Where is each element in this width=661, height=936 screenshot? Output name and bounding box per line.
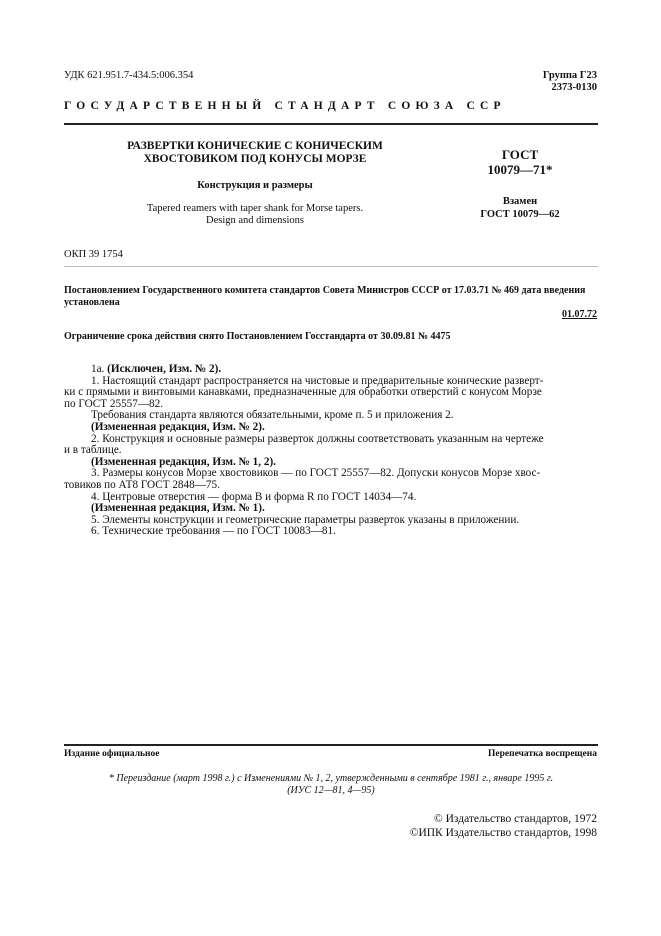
replaces-number: ГОСТ 10079—62 [480,209,560,220]
paragraph-1-cont-1: ки с прямыми и винтовыми канавками, предназначенные для обработки отверстий с конусом Морзе [64,386,542,399]
document-body [64,363,598,538]
edition-note-2: (Измененная редакция, Изм. № 1, 2). [91,455,276,468]
reprint-note-line-1: * Переиздание (март 1998 г.) с Изменениями № 1, 2, утвержденными в сентябре 1981 г., январе 1995 г. [108,773,554,784]
group-line-1: Группа Г23 [542,70,597,81]
state-standard-heading: ГОСУДАРСТВЕННЫЙ СТАНДАРТ СОЮЗА ССР [64,100,506,112]
replaces-block [455,195,585,221]
copyright-block [410,812,597,840]
document-title [100,140,410,166]
edition-note-1: (Измененная редакция, Изм. № 2). [91,420,265,433]
copyright-line-1: © Издательство стандартов, 1972 [433,813,597,825]
paragraph-1a [91,364,598,376]
okp-divider [64,266,598,267]
gost-label: ГОСТ [501,147,539,162]
edition-note-3: (Измененная редакция, Изм. № 1). [91,502,265,515]
paragraph-4: 4. Центровые отверстия — форма В и форма R по ГОСТ 14034—74. [91,490,417,503]
decree-text: Постановлением Государственного комитета стандартов Совета Министров СССР от 17.03.71 № 469 дата введения установлена [64,285,586,308]
paragraph-6: 6. Технические требования — по ГОСТ 10083—81. [91,525,336,538]
paragraph-3-cont: товиков по АТ8 ГОСТ 2848—75. [64,478,220,491]
paragraph-1-first: 1. Настоящий стандарт распространяется на чистовые и предварительные конические разверт- [91,374,544,387]
gost-number: 10079—71* [487,162,553,177]
title-line-1: РАЗВЕРТКИ КОНИЧЕСКИЕ С КОНИЧЕСКИМ [127,140,383,152]
gost-number-block [455,147,585,177]
group-code [543,70,597,94]
document-subtitle: Конструкция и размеры [197,180,313,191]
paragraph-2-cont: и в таблице. [64,444,122,457]
udk-code: УДК 621.951.7-434.5:006.354 [64,70,194,81]
paragraph-2-first: 2. Конструкция и основные размеры разверток должны соответствовать указанным на чертеже [91,432,544,445]
group-line-2: 2373-0130 [551,82,597,93]
replaces-label: Взамен [502,196,538,207]
okp-code: ОКП 39 1754 [64,249,123,260]
footer-divider [64,744,598,746]
reprint-note-line-2: (ИУС 12—81, 4—95) [287,785,375,796]
english-title-line-2: Design and dimensions [206,215,304,226]
effective-date: 01.07.72 [562,309,597,320]
no-reprint-label: Перепечатка воспрещена [487,749,597,759]
english-title [100,203,410,227]
official-edition-label: Издание официальное [64,749,160,759]
paragraph-1-cont-2: по ГОСТ 25557—82. [64,397,164,410]
copyright-line-2: ©ИПК Издательство стандартов, 1998 [409,827,597,839]
reprint-note [64,773,598,797]
english-title-line-1: Tapered reamers with taper shank for Morse tapers. [146,203,364,214]
paragraph-1a-text: (Исключен, Изм. № 2). [107,363,222,375]
paragraph-1a-number: 1а. [91,363,105,375]
requirements-note: Требования стандарта являются обязательными, кроме п. 5 и приложения 2. [91,409,454,422]
limitation-text: Ограничение срока действия снято Постановлением Госстандарта от 30.09.81 № 4475 [64,331,451,342]
title-line-2: ХВОСТОВИКОМ ПОД КОНУСЫ МОРЗЕ [143,153,367,165]
header-divider [64,123,598,125]
paragraph-3-first: 3. Размеры конусов Морзе хвостовиков — по ГОСТ 25557—82. Допуски конусов Морзе хвос- [91,467,541,480]
paragraph-5: 5. Элементы конструкции и геометрические параметры разверток указаны в приложении. [91,513,520,526]
